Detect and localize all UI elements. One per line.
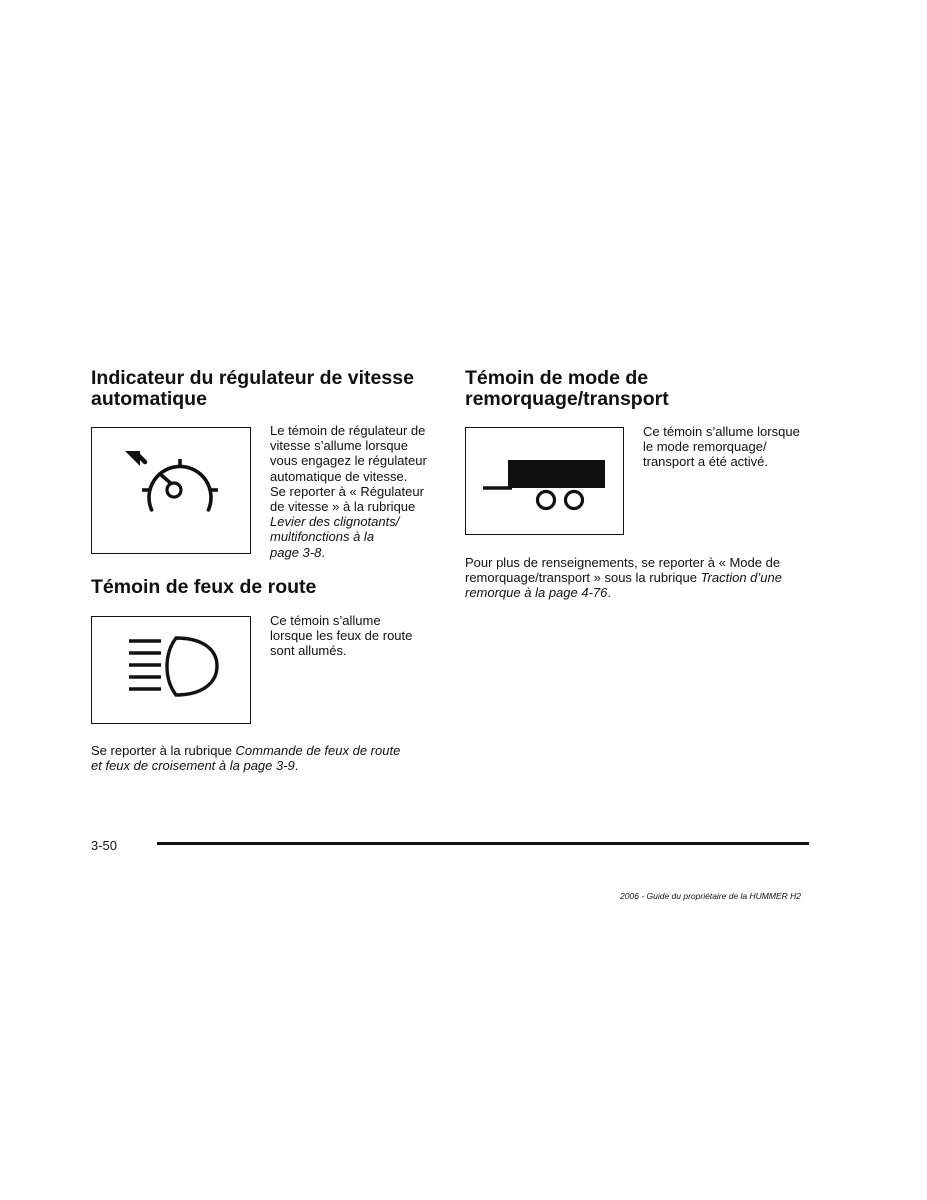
high-beam-headlamp-icon <box>92 617 252 725</box>
highbeam-body-line: Ce témoin s’allume <box>270 613 381 628</box>
cruise-body-line: vous engagez le régulateur <box>270 453 427 469</box>
cruise-heading <box>91 368 441 410</box>
highbeam-ref-link[interactable]: et feux de croisement à la page 3-9 <box>91 758 295 774</box>
tow-description <box>643 424 843 470</box>
tow-note <box>465 555 825 601</box>
cruise-heading-line1: Indicateur du régulateur de vitesse <box>91 367 414 389</box>
trailer-tow-haul-icon <box>466 428 625 536</box>
tow-heading-line1: Témoin de mode de <box>465 367 649 389</box>
cruise-body-line: vitesse s’allume lorsque <box>270 438 409 454</box>
highbeam-heading <box>91 577 441 598</box>
cruise-body-line: de vitesse » à la rubrique <box>270 499 416 515</box>
tow-note-end: . <box>607 585 611 601</box>
cruise-body-line: Le témoin de régulateur de <box>270 423 426 438</box>
cruise-icon-box <box>91 427 251 554</box>
cruise-heading-line2: automatique <box>91 388 207 410</box>
tow-note-line1: Pour plus de renseignements, se reporter à « Mode de <box>465 555 781 570</box>
cruise-ref-link[interactable]: Levier des clignotants/ <box>270 514 400 530</box>
cruise-description <box>270 423 460 560</box>
highbeam-icon-box <box>91 616 251 724</box>
highbeam-ref-link[interactable]: Commande de feux de route <box>235 743 401 758</box>
tow-note-prefix: remorquage/transport » sous la rubrique <box>465 570 701 586</box>
tow-body-line: le mode remorquage/ <box>643 439 767 455</box>
highbeam-note-prefix: Se reporter à la rubrique <box>91 743 236 758</box>
tow-ref-link[interactable]: Traction d’une <box>700 570 782 586</box>
cruise-ref-page-link[interactable]: page 3-8 <box>270 544 322 560</box>
cruise-body-line: Se reporter à « Régulateur <box>270 483 424 499</box>
tow-heading <box>465 368 815 410</box>
tow-icon-box <box>465 427 624 535</box>
footer-rule <box>157 842 809 845</box>
highbeam-description <box>270 613 460 659</box>
cruise-ref-link[interactable]: multifonctions à la <box>270 529 375 545</box>
cruise-control-speedometer-icon <box>92 428 252 555</box>
tow-body-line: Ce témoin s’allume lorsque <box>643 424 800 439</box>
book-title: 2006 - Guide du propriétaire de la HUMMER H2 <box>620 891 801 901</box>
tow-ref-link[interactable]: remorque à la page 4-76 <box>465 585 608 601</box>
highbeam-body-line: lorsque les feux de route <box>270 628 413 644</box>
highbeam-note <box>91 743 451 773</box>
highbeam-note-end: . <box>294 758 299 774</box>
tow-body-line: transport a été activé. <box>643 454 769 470</box>
highbeam-body-line: sont allumés. <box>270 643 347 659</box>
highbeam-heading-text: Témoin de feux de route <box>91 576 317 598</box>
page-number: 3-50 <box>91 838 118 853</box>
tow-heading-line2: remorquage/transport <box>465 388 669 410</box>
cruise-body-line: automatique de vitesse. <box>270 468 408 484</box>
cruise-ref-end: . <box>321 544 325 560</box>
